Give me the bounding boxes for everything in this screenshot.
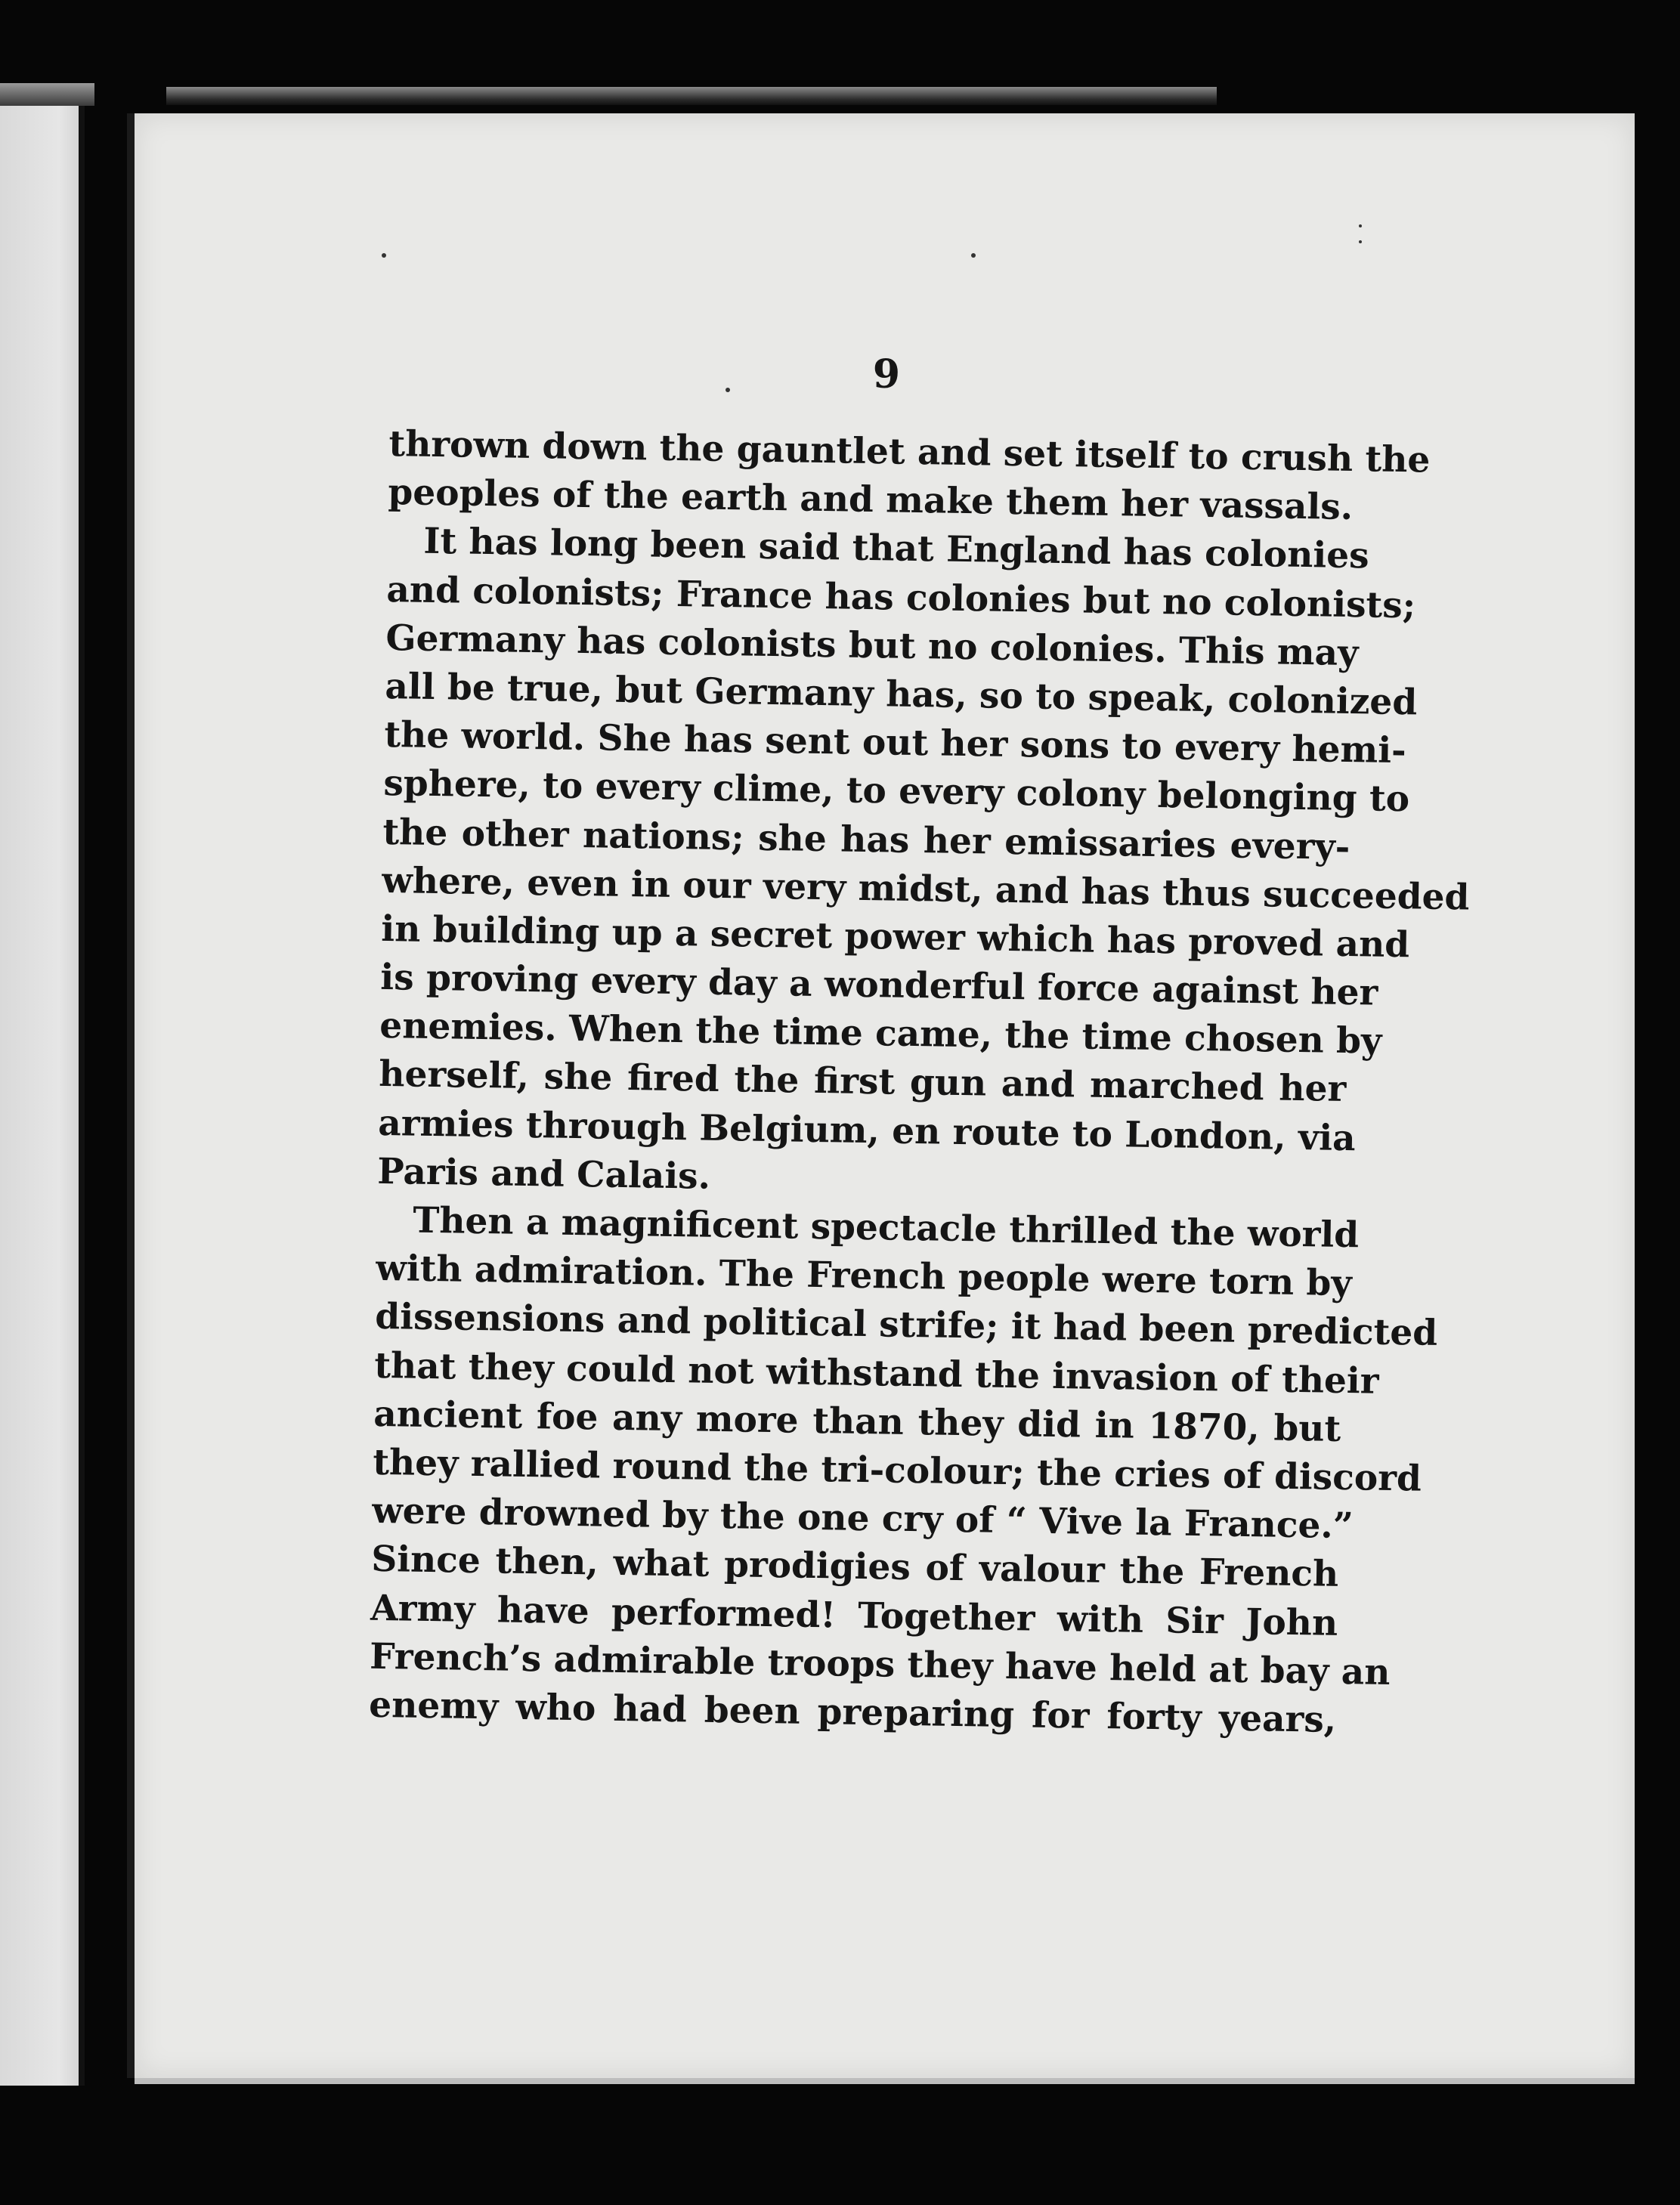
text-line: all be true, but Germany has, so to speak, colonized <box>385 665 1418 724</box>
page-bottom-edge <box>135 2078 1635 2084</box>
scan-speck <box>1359 224 1362 227</box>
scan-speck <box>971 253 976 258</box>
adjacent-page-edge <box>79 106 85 2086</box>
text-line: herself, she fired the first gun and marched her <box>378 1053 1347 1111</box>
text-line: Paris and Calais. <box>376 1150 711 1198</box>
text-line: and colonists; France has colonies but no colonists; <box>386 568 1416 626</box>
text-line: where, even in our very midst, and has thus succeeded <box>381 859 1470 919</box>
scan-top-edge <box>166 87 1217 105</box>
text-line: It has long been said that England has colonies <box>423 521 1370 577</box>
text-line: Germany has colonists but no colonies. This may <box>385 617 1359 674</box>
text-line: with admiration. The French people were torn by <box>375 1248 1353 1305</box>
text-line: enemies. When the time came, the time chosen by <box>379 1005 1382 1062</box>
text-line: the other nations; she has her emissaries every- <box>382 811 1350 868</box>
text-line: sphere, to every clime, to every colony belonging to <box>383 762 1410 821</box>
scan-top-edge-left <box>0 83 94 106</box>
text-line: dissensions and political strife; it had been predicted <box>374 1296 1438 1355</box>
adjacent-page-leaf <box>0 106 85 2086</box>
page-body-text <box>368 420 1470 1745</box>
text-line: were drowned by the one cry of “ Vive la France.” <box>371 1489 1354 1548</box>
scan-speck <box>726 388 730 392</box>
text-line: enemy who had been preparing for forty years, <box>368 1684 1337 1741</box>
text-line: Army have performed! Together with Sir John <box>370 1587 1338 1644</box>
text-line: Since then, what prodigies of valour the French <box>370 1539 1339 1596</box>
text-line: the world. She has sent out her sons to every hemi- <box>384 714 1407 772</box>
text-line: French’s admirable troops they have held at bay an <box>369 1635 1391 1693</box>
text-line: Then a magnificent spectacle thrilled the world <box>412 1199 1360 1257</box>
text-line: that they could not withstand the invasion of their <box>373 1344 1379 1402</box>
text-line: in building up a secret power which has proved and <box>380 908 1410 966</box>
text-line: thrown down the gauntlet and set itself to crush the <box>388 422 1431 481</box>
text-line: they rallied round the tri-colour; the cries of discord <box>372 1441 1422 1500</box>
text-line: armies through Belgium, en route to London, via <box>377 1102 1356 1159</box>
text-line: ancient foe any more than they did in 1870, but <box>373 1393 1341 1450</box>
text-line: is proving every day a wonderful force against her <box>379 956 1378 1014</box>
scan-speck <box>382 253 386 258</box>
page-number: 9 <box>872 351 901 397</box>
text-line: peoples of the earth and make them her vassals. <box>388 472 1354 529</box>
scan-speck <box>1359 240 1362 243</box>
